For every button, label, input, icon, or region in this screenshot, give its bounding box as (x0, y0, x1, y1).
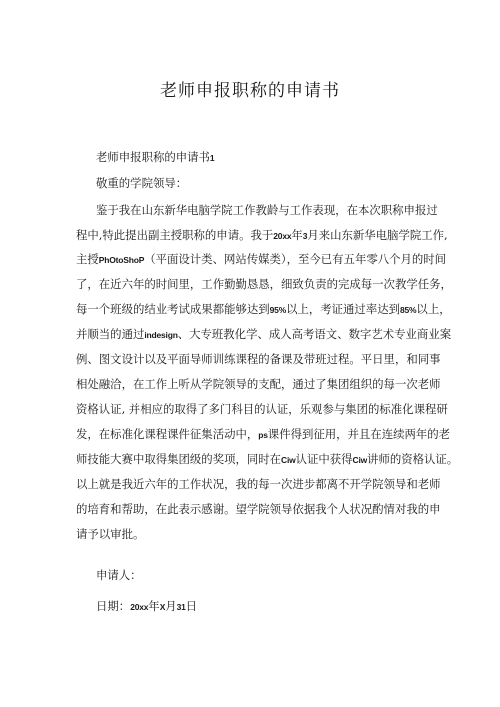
body-line: 并顺当的通过indesign、大专班教化学、成人高考语文、数字艺术专业商业案 (76, 327, 452, 341)
body-line: 师技能大赛中取得集团级的奖项，同时在Ciw认证中获得Ciw讲师的资格认证。 (76, 452, 459, 466)
body-line: 例、图文设计以及平面导师训练课程的备课及带班过程。平日里，和同事 (76, 352, 441, 366)
date-value: 20xx年X月31日 (130, 599, 198, 613)
body-line: 资格认证, 并相应的取得了多门科目的认证，乐观参与集团的标准化课程研 (76, 402, 448, 416)
body-line: 鉴于我在山东新华电脑学院工作教龄与工作表现，在本次职称申报过 (96, 203, 438, 217)
body-line: 相处融洽，在工作上听从学院领导的支配，通过了集团组织的每一次老师 (76, 377, 441, 391)
document-title: 老师申报职称的申请书 (160, 81, 340, 101)
body-line: 每一个班级的结业考试成果都能够达到95%以上，考证通过率达到85%以上， (76, 302, 451, 316)
applicant-label: 申请人： (96, 568, 142, 582)
date-label: 日期： (96, 599, 131, 613)
date-line (96, 599, 197, 614)
body-line: 发，在标准化课程课件征集活动中，ps课件得到征用，并且在连续两年的老 (76, 427, 451, 441)
greeting: 敬重的学院领导： (96, 176, 188, 190)
body-line: 请予以审批。 (76, 527, 145, 541)
body-line: 主授PhOtoShoP（平面设计类、网站传媒类），至今已有五年零八个月的时间 (76, 252, 447, 266)
body-line: 以上就是我近六年的工作状况，我的每一次进步都离不开学院领导和老师 (76, 477, 441, 491)
body-line: 的培育和帮助，在此表示感谢。望学院领导依据我个人状况酌情对我的申 (76, 502, 441, 516)
document-subtitle: 老师申报职称的申请书1 (96, 150, 215, 164)
body-line: 了，在近六年的时间里，工作勤勤恳恳，细致负责的完成每一次教学任务， (76, 277, 452, 291)
body-line: 程中,特此提出副主授职称的申请。我于20xx年3月来山东新华电脑学院工作, (76, 228, 448, 242)
